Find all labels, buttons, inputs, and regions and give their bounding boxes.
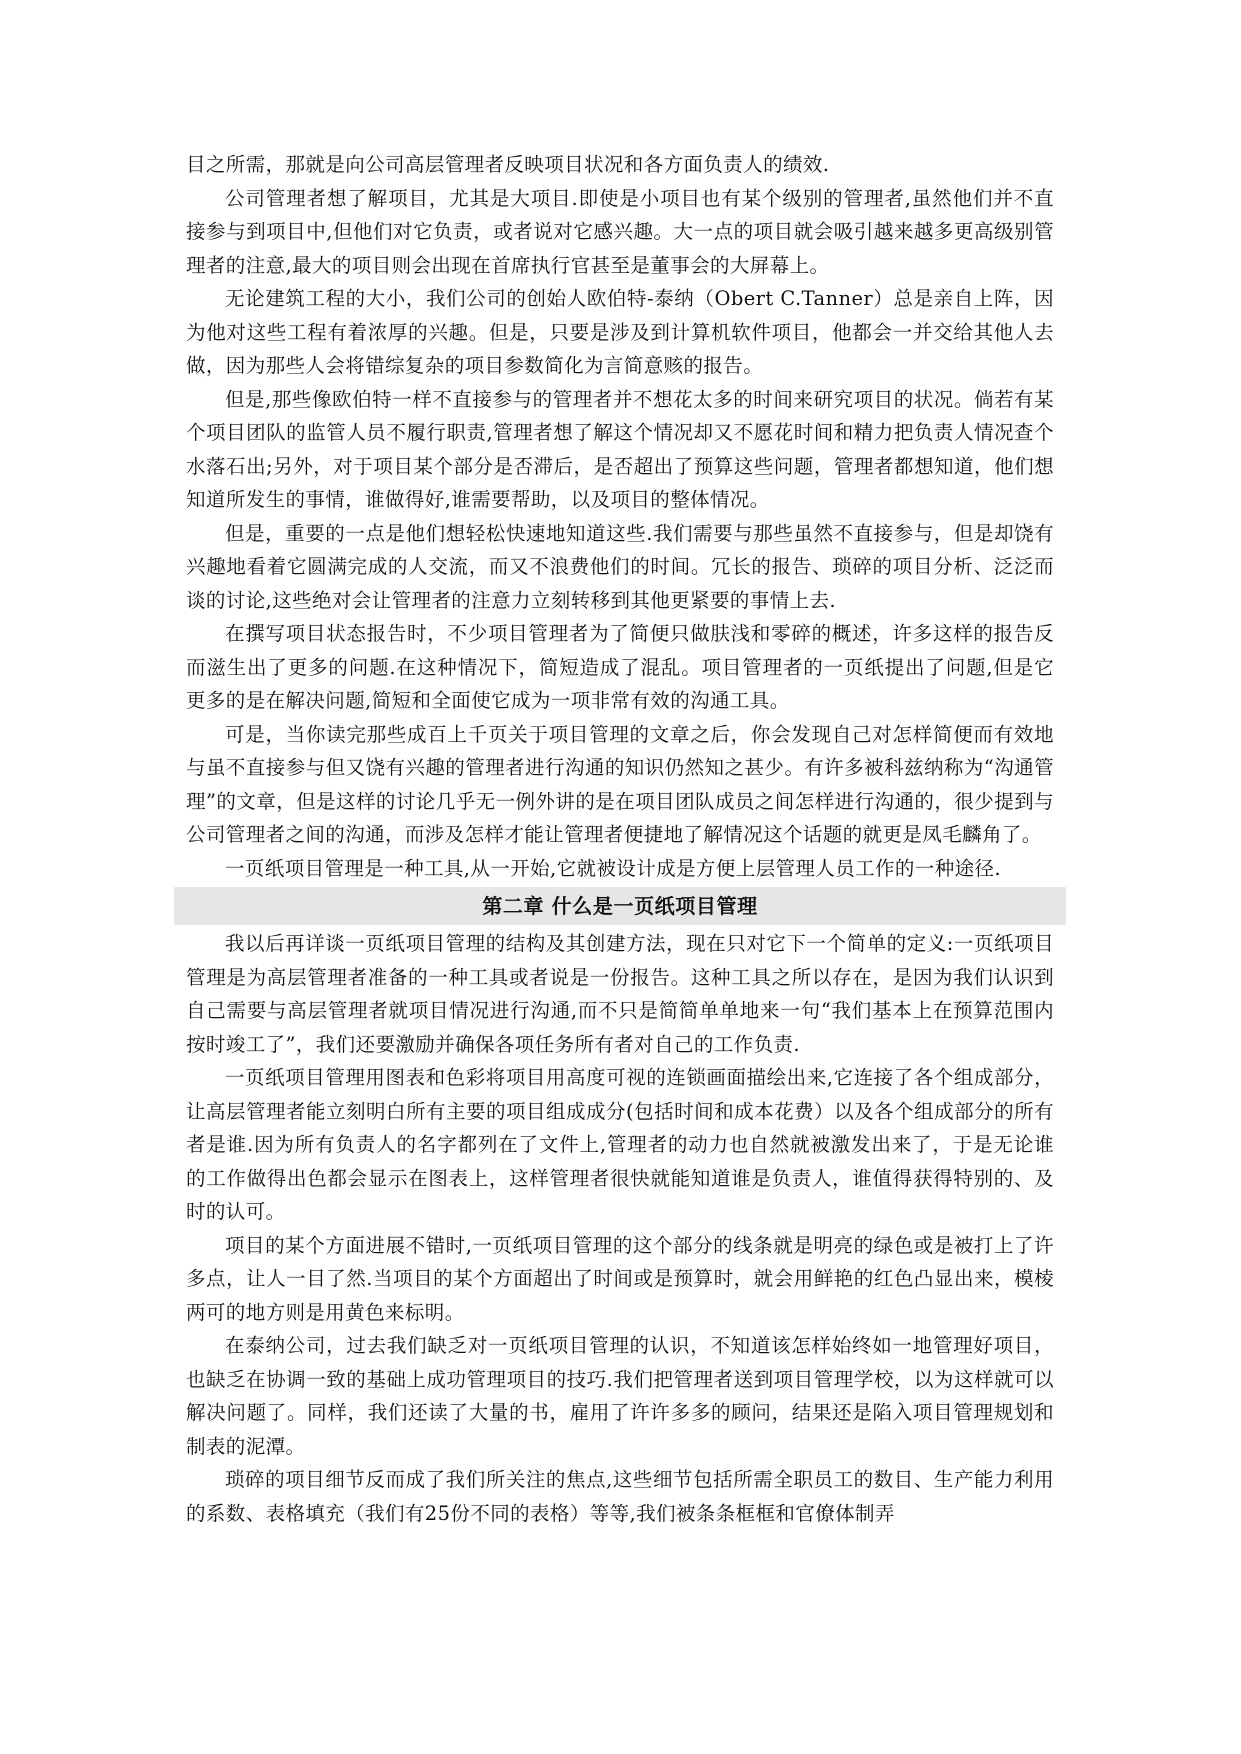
- paragraph: 可是，当你读完那些成百上千页关于项目管理的文章之后，你会发现自己对怎样简便而有效地与虽不直接参与但又饶有兴趣的管理者进行沟通的知识仍然知之甚少。有许多被科兹纳称为“沟通管理”的文章，但是这样的讨论几乎无一例外讲的是在项目团队成员之间怎样进行沟通的，很少提到与公司管理者之间的沟通，而涉及怎样才能让管理者便捷地了解情况这个话题的就更是凤毛麟角了。: [186, 722, 1054, 846]
- paragraph: 但是,那些像欧伯特一样不直接参与的管理者并不想花太多的时间来研究项目的状况。倘若有某个项目团队的监管人员不履行职责,管理者想了解这个情况却又不愿花时间和精力把负责人情况查个水落石出;另外，对于项目某个部分是否滞后，是否超出了预算这些问题，管理者都想知道，他们想知道所发生的事情，谁做得好,谁需要帮助，以及项目的整体情况。: [186, 387, 1054, 511]
- paragraph: 一页纸项目管理是一种工具,从一开始,它就被设计成是方便上层管理人员工作的一种途径.: [225, 856, 1001, 880]
- paragraph: 在泰纳公司，过去我们缺乏对一页纸项目管理的认识，不知道该怎样始终如一地管理好项目，也缺乏在协调一致的基础上成功管理项目的技巧.我们把管理者送到项目管理学校，以为这样就可以解决问题了。同样，我们还读了大量的书，雇用了许许多多的顾问，结果还是陷入项目管理规划和制表的泥潭。: [186, 1334, 1054, 1458]
- paragraph: 但是，重要的一点是他们想轻松快速地知道这些.我们需要与那些虽然不直接参与，但是却饶有兴趣地看着它圆满完成的人交流，而又不浪费他们的时间。冗长的报告、琐碎的项目分析、泛泛而谈的讨论,这些绝对会让管理者的注意力立刻转移到其他更紧要的事情上去.: [186, 521, 1054, 612]
- chapter-heading: 第二章 什么是一页纸项目管理: [174, 887, 1066, 925]
- paragraph: 在撰写项目状态报告时，不少项目管理者为了简便只做肤浅和零碎的概述，许多这样的报告反而滋生出了更多的问题.在这种情况下，简短造成了混乱。项目管理者的一页纸提出了问题,但是它更多的是在解决问题,简短和全面使它成为一项非常有效的沟通工具。: [186, 622, 1054, 712]
- paragraph: 我以后再详谈一页纸项目管理的结构及其创建方法，现在只对它下一个简单的定义:一页纸项目管理是为高层管理者准备的一种工具或者说是一份报告。这种工具之所以存在，是因为我们认识到自己需要与高层管理者就项目情况进行沟通,而不只是简简单单地来一句“我们基本上在预算范围内按时竣工了”，我们还要激励并确保各项任务所有者对自己的工作负责.: [186, 932, 1054, 1056]
- paragraph: 目之所需，那就是向公司高层管理者反映项目状况和各方面负责人的绩效.: [186, 153, 830, 176]
- paragraph: 琐碎的项目细节反而成了我们所关注的焦点,这些细节包括所需全职员工的数目、生产能力利用的系数、表格填充（我们有25份不同的表格）等等,我们被条条框框和官僚体制弄: [186, 1468, 1054, 1525]
- paragraph: 公司管理者想了解项目，尤其是大项目.即使是小项目也有某个级别的管理者,虽然他们并不直接参与到项目中,但他们对它负责，或者说对它感兴趣。大一点的项目就会吸引越来越多更高级别管理者的注意,最大的项目则会出现在首席执行官甚至是董事会的大屏幕上。: [186, 186, 1054, 277]
- paragraph: 项目的某个方面进展不错时,一页纸项目管理的这个部分的线条就是明亮的绿色或是被打上了许多点，让人一目了然.当项目的某个方面超出了时间或是预算时，就会用鲜艳的红色凸显出来，模棱两可的地方则是用黄色来标明。: [186, 1233, 1054, 1324]
- document-page: [186, 148, 1054, 1530]
- paragraph: 一页纸项目管理用图表和色彩将项目用高度可视的连锁画面描绘出来,它连接了各个组成部分，让高层管理者能立刻明白所有主要的项目组成成分(包括时间和成本花费）以及各个组成部分的所有者是谁.因为所有负责人的名字都列在了文件上,管理者的动力也自然就被激发出来了，于是无论谁的工作做得出色都会显示在图表上，这样管理者很快就能知道谁是负责人，谁值得获得特别的、及时的认可。: [186, 1066, 1054, 1223]
- paragraph: 无论建筑工程的大小，我们公司的创始人欧伯特-泰纳（Obert C.Tanner）总是亲自上阵，因为他对这些工程有着浓厚的兴趣。但是，只要是涉及到计算机软件项目，他都会一并交给其他人去做，因为那些人会将错综复杂的项目参数简化为言简意赅的报告。: [186, 287, 1054, 377]
